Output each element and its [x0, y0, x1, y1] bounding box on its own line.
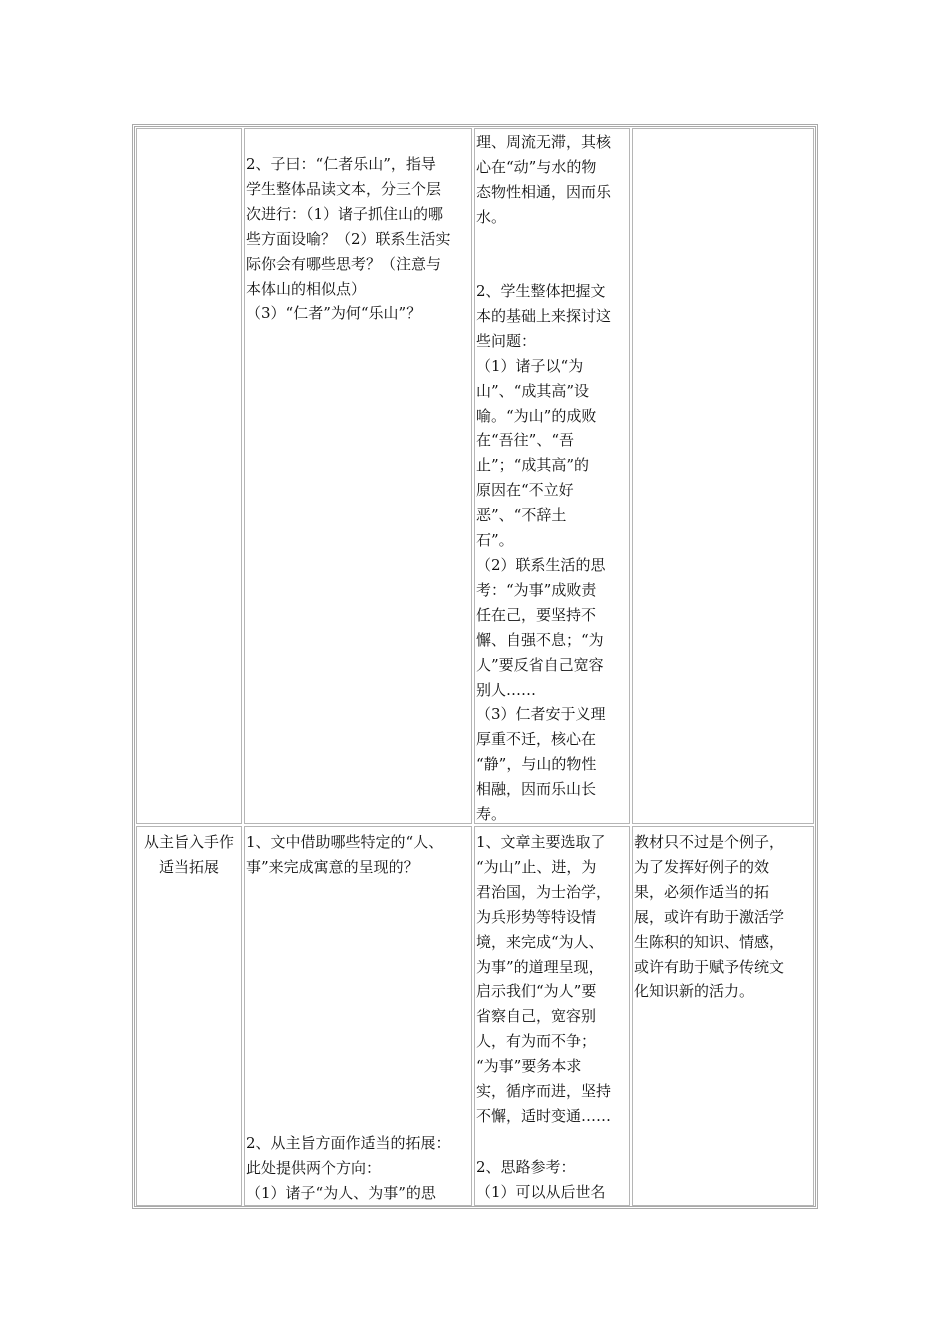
text-line: 2、从主旨方面作适当的拓展：: [246, 1134, 451, 1152]
text-line: 适当拓展: [158, 857, 219, 876]
row1-col1-cell: [136, 128, 242, 824]
text-line: 喻。“为山”的成败: [476, 406, 597, 425]
text-line: 些问题：: [476, 331, 537, 350]
row2-col1-cell: [136, 826, 242, 1206]
text-line: 石”。: [476, 531, 514, 550]
text-line: 别人……: [476, 680, 537, 699]
text-line: 次进行：（1）诸子抓住山的哪: [246, 204, 444, 223]
text-line: 心在“动”与水的物: [476, 157, 597, 176]
text-line: 厚重不迁，核心在: [476, 730, 597, 749]
text-line: 此处提供两个方向：: [246, 1158, 382, 1177]
text-line: 从主旨入手作: [143, 833, 234, 851]
text-line: 不懈，适时变通……: [476, 1106, 612, 1125]
text-line: 山”、“成其高”设: [476, 381, 590, 400]
text-line: “为事”要务本求: [476, 1057, 582, 1076]
text-line: “静”，与山的物性: [476, 755, 597, 774]
text-line: （2）联系生活的思: [476, 555, 606, 574]
text-line: （1）诸子“为人、为事”的思: [246, 1183, 436, 1202]
text-line: 教材只不过是个例子，: [634, 833, 785, 851]
text-line: 止”；“成其高”的: [476, 456, 590, 475]
text-line: 2、思路参考：: [476, 1158, 576, 1176]
text-line: 际你会有哪些思考？（注意与: [246, 254, 442, 273]
text-line: 化知识新的活力。: [634, 982, 755, 1001]
text-line: 生陈积的知识、情感，: [634, 932, 785, 951]
row2-student-answer-1: [476, 830, 611, 1129]
text-line: 寿。: [476, 805, 507, 824]
row2-teacher-question-1: [246, 830, 443, 880]
text-line: 相融，因而乐山长: [476, 780, 597, 799]
text-line: 省察自己，宽容别: [476, 1007, 597, 1026]
text-line: 或许有助于赋予传统文: [634, 957, 785, 976]
text-line: 本体山的相似点）: [246, 279, 367, 298]
text-line: 恶”、“不辞土: [476, 506, 567, 525]
text-line: 为了发挥好例子的效: [634, 857, 770, 876]
text-line: 2、子曰：“仁者乐山”，指导: [246, 155, 436, 173]
text-line: 态物性相通，因而乐: [476, 182, 612, 201]
text-line: 启示我们“为人”要: [476, 982, 597, 1001]
text-line: 考：“为事”成败责: [476, 580, 597, 599]
text-line: “为山”止、进，为: [476, 857, 597, 876]
text-line: 境，来完成“为人、: [476, 932, 604, 951]
text-line: （3）“仁者”为何“乐山”？: [246, 304, 422, 323]
text-line: 实，循序而进，坚持: [476, 1082, 612, 1101]
text-line: 展，或许有助于激活学: [634, 907, 785, 926]
text-line: 君治国，为士治学，: [476, 882, 612, 901]
text-line: 些方面设喻？（2）联系生活实: [246, 229, 451, 248]
row1-student-activity-text-top: [476, 130, 611, 230]
text-line: 1、文中借助哪些特定的“人、: [246, 833, 444, 851]
text-line: 人，有为而不争；: [476, 1032, 597, 1051]
text-line: 1、文章主要选取了: [476, 833, 606, 851]
row1-student-activity-text: [476, 279, 611, 827]
text-line: 水。: [476, 207, 507, 226]
text-line: （3）仁者安于义理: [476, 705, 606, 724]
text-line: 事”来完成寓意的呈现的？: [246, 857, 419, 876]
text-line: 2、学生整体把握文: [476, 282, 606, 300]
row2-student-answer-2: [476, 1155, 606, 1205]
text-line: 为事”的道理呈现，: [476, 957, 604, 976]
text-line: 学生整体品读文本，分三个层: [246, 179, 442, 198]
text-line: 懈、自强不息；“为: [476, 630, 604, 649]
row1-teacher-activity-text: [246, 152, 451, 326]
text-line: 本的基础上来探讨这: [476, 306, 612, 325]
text-line: 为兵形势等特设情: [476, 907, 597, 926]
text-line: 理、周流无滞，其核: [476, 133, 612, 151]
text-line: 人”要反省自己宽容: [476, 655, 604, 674]
row2-stage-label: [137, 830, 241, 880]
text-line: 果，必须作适当的拓: [634, 882, 770, 901]
text-line: 在“吾往”、“吾: [476, 431, 575, 450]
text-line: （1）可以从后世名: [476, 1182, 606, 1201]
row1-col4-cell: [632, 128, 814, 824]
row2-teacher-question-2: [246, 1131, 451, 1206]
text-line: 任在己，要坚持不: [476, 605, 597, 624]
row2-design-intent-text: [634, 830, 784, 1004]
text-line: （1）诸子以“为: [476, 356, 584, 375]
text-line: 原因在“不立好: [476, 481, 574, 500]
